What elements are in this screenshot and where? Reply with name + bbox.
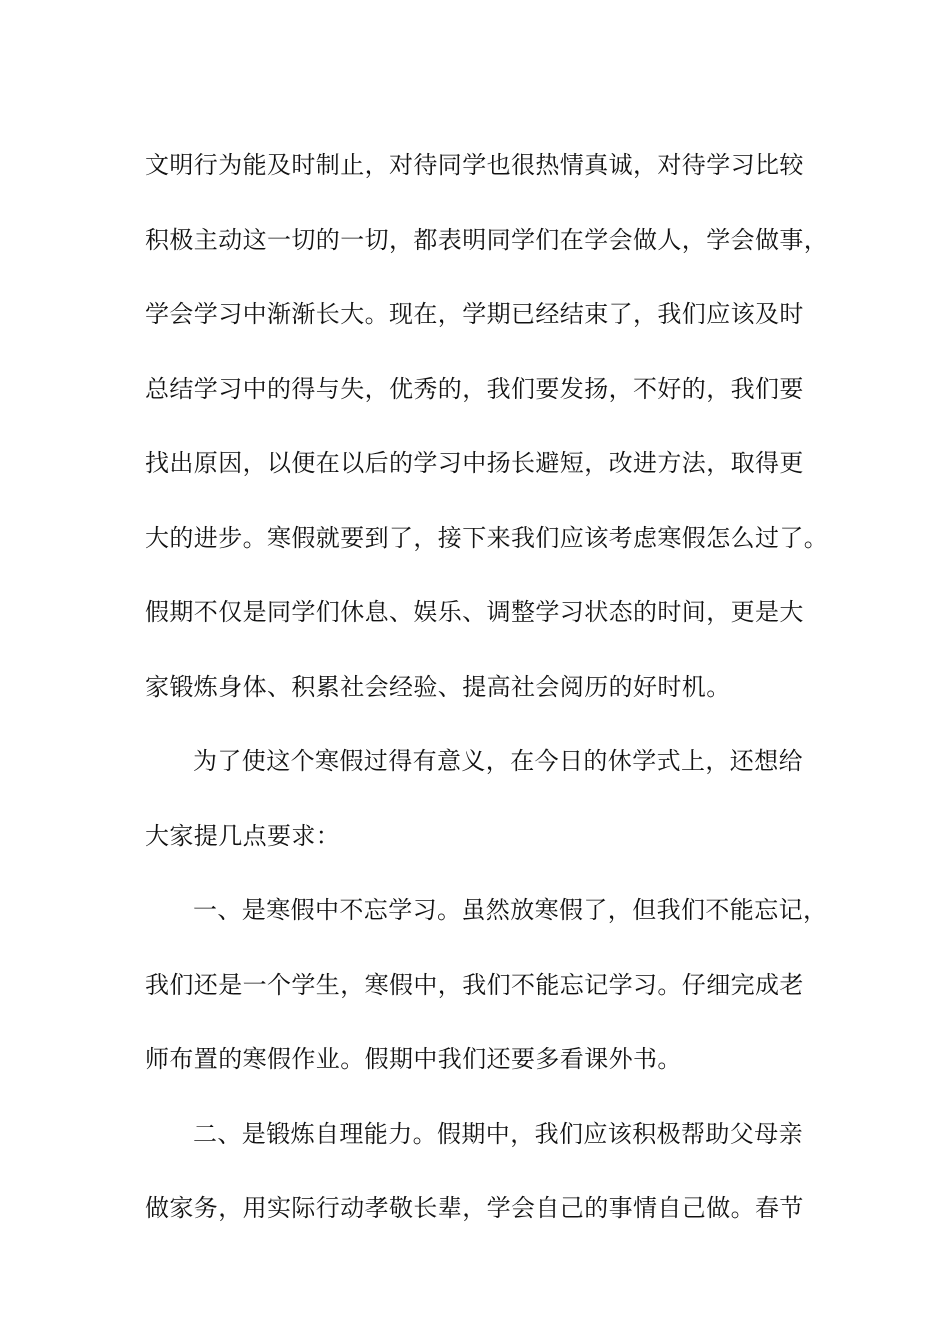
text-line: 积极主动这一切的一切，都表明同学们在学会做人，学会做事， (145, 225, 829, 254)
text-line: 大家提几点要求： (145, 821, 341, 850)
text-line: 文明行为能及时制止，对待同学也很热情真诚，对待学习比较 (145, 151, 804, 179)
text-line: 大的进步。寒假就要到了，接下来我们应该考虑寒假怎么过了。 (145, 523, 829, 552)
text-line: 假期不仅是同学们休息、娱乐、调整学习状态的时间，更是大 (145, 598, 804, 626)
text-line: 师布置的寒假作业。假期中我们还要多看课外书。 (145, 1045, 682, 1073)
text-line: 做家务，用实际行动孝敬长辈，学会自己的事情自己做。春节 (145, 1194, 804, 1222)
text-line: 总结学习中的得与失，优秀的，我们要发扬，不好的，我们要 (145, 374, 804, 403)
body-text (145, 128, 835, 1246)
text-line: 我们还是一个学生，寒假中，我们不能忘记学习。仔细完成老 (145, 970, 804, 999)
text-line: 学会学习中渐渐长大。现在，学期已经结束了，我们应该及时 (145, 300, 804, 328)
paragraph-start-line: 二、是锻炼自理能力。假期中，我们应该积极帮助父母亲 (193, 1119, 803, 1148)
text-line: 家锻炼身体、积累社会经验、提高社会阅历的好时机。 (145, 672, 731, 701)
text-line: 找出原因，以便在以后的学习中扬长避短，改进方法，取得更 (145, 449, 804, 477)
paragraph-start-line: 为了使这个寒假过得有意义，在今日的休学式上，还想给 (193, 747, 803, 775)
paragraph-start-line: 一、是寒假中不忘学习。虽然放寒假了，但我们不能忘记， (193, 896, 828, 924)
